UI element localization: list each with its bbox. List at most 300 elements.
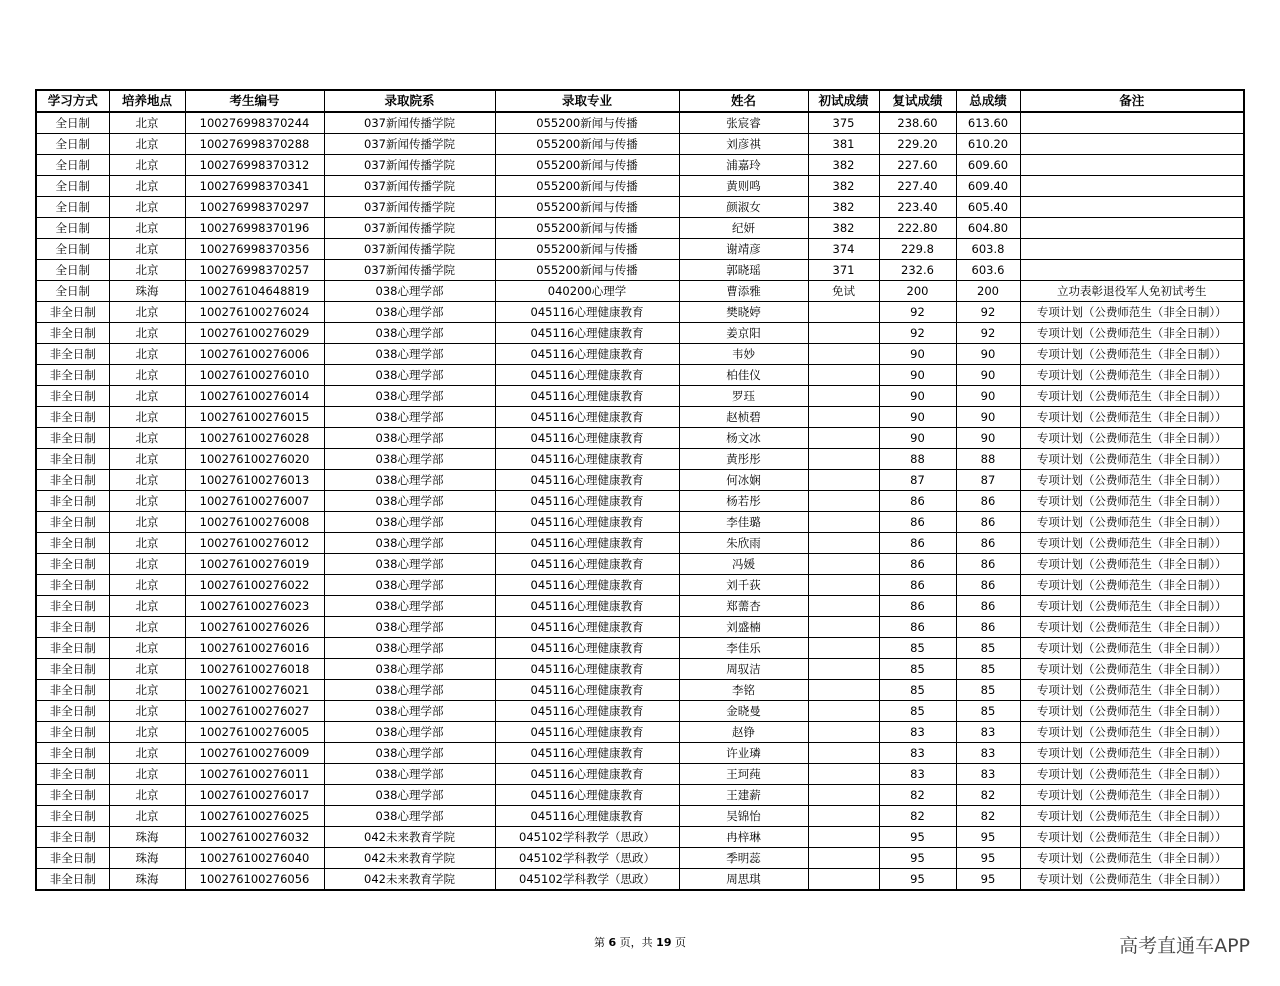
- cell-location: 北京: [109, 617, 185, 638]
- cell-department: 042未来教育学院: [324, 848, 495, 869]
- cell-study-mode: 非全日制: [36, 785, 109, 806]
- cell-total-score: 90: [956, 386, 1020, 407]
- cell-location: 北京: [109, 722, 185, 743]
- cell-location: 北京: [109, 302, 185, 323]
- table-row: [36, 575, 1244, 596]
- cell-study-mode: 非全日制: [36, 617, 109, 638]
- cell-name: 柏佳仪: [679, 365, 808, 386]
- table-row: [36, 512, 1244, 533]
- cell-candidate-id: 100276100276013: [185, 470, 324, 491]
- cell-total-score: 603.6: [956, 260, 1020, 281]
- cell-retest-score: 87: [879, 470, 956, 491]
- cell-major: 045116心理健康教育: [495, 701, 679, 722]
- cell-total-score: 82: [956, 806, 1020, 827]
- cell-major: 045116心理健康教育: [495, 785, 679, 806]
- cell-location: 北京: [109, 575, 185, 596]
- cell-candidate-id: 100276100276027: [185, 701, 324, 722]
- cell-remark: 专项计划（公费师范生（非全日制））: [1020, 806, 1244, 827]
- cell-major: 045116心理健康教育: [495, 365, 679, 386]
- cell-study-mode: 非全日制: [36, 512, 109, 533]
- watermark-text: 高考直通车APP: [1119, 935, 1250, 957]
- cell-department: 038心理学部: [324, 449, 495, 470]
- cell-location: 北京: [109, 491, 185, 512]
- cell-prelim-score: [808, 533, 879, 554]
- cell-remark: 专项计划（公费师范生（非全日制））: [1020, 323, 1244, 344]
- cell-name: 周驭洁: [679, 659, 808, 680]
- cell-name: 王珂莼: [679, 764, 808, 785]
- cell-department: 038心理学部: [324, 365, 495, 386]
- cell-location: 北京: [109, 470, 185, 491]
- cell-retest-score: 222.80: [879, 218, 956, 239]
- cell-department: 037新闻传播学院: [324, 260, 495, 281]
- cell-total-score: 609.40: [956, 176, 1020, 197]
- table-row: [36, 344, 1244, 365]
- table-row: [36, 617, 1244, 638]
- header-study-mode: 学习方式: [36, 90, 109, 112]
- cell-major: 045116心理健康教育: [495, 638, 679, 659]
- cell-total-score: 82: [956, 785, 1020, 806]
- cell-total-score: 90: [956, 344, 1020, 365]
- cell-name: 黄则鸣: [679, 176, 808, 197]
- cell-prelim-score: 374: [808, 239, 879, 260]
- cell-candidate-id: 100276100276009: [185, 743, 324, 764]
- cell-study-mode: 全日制: [36, 197, 109, 218]
- cell-candidate-id: 100276100276019: [185, 554, 324, 575]
- cell-department: 038心理学部: [324, 680, 495, 701]
- cell-study-mode: 非全日制: [36, 575, 109, 596]
- cell-study-mode: 非全日制: [36, 428, 109, 449]
- cell-location: 北京: [109, 680, 185, 701]
- cell-candidate-id: 100276100276056: [185, 869, 324, 891]
- cell-name: 杨若彤: [679, 491, 808, 512]
- cell-remark: 专项计划（公费师范生（非全日制））: [1020, 743, 1244, 764]
- cell-major: 045116心理健康教育: [495, 743, 679, 764]
- cell-department: 038心理学部: [324, 491, 495, 512]
- header-candidate-id: 考生编号: [185, 90, 324, 112]
- cell-total-score: 86: [956, 575, 1020, 596]
- cell-retest-score: 86: [879, 554, 956, 575]
- cell-total-score: 90: [956, 407, 1020, 428]
- table-row: [36, 785, 1244, 806]
- cell-candidate-id: 100276100276008: [185, 512, 324, 533]
- cell-total-score: 85: [956, 680, 1020, 701]
- table-row: [36, 239, 1244, 260]
- cell-department: 038心理学部: [324, 596, 495, 617]
- cell-prelim-score: [808, 617, 879, 638]
- cell-remark: 专项计划（公费师范生（非全日制））: [1020, 407, 1244, 428]
- cell-study-mode: 非全日制: [36, 554, 109, 575]
- cell-major: 045116心理健康教育: [495, 470, 679, 491]
- cell-retest-score: 227.40: [879, 176, 956, 197]
- cell-remark: [1020, 134, 1244, 155]
- cell-location: 北京: [109, 176, 185, 197]
- cell-major: 045116心理健康教育: [495, 680, 679, 701]
- cell-location: 北京: [109, 554, 185, 575]
- cell-location: 北京: [109, 344, 185, 365]
- cell-retest-score: 232.6: [879, 260, 956, 281]
- cell-retest-score: 86: [879, 596, 956, 617]
- cell-major: 045116心理健康教育: [495, 533, 679, 554]
- cell-study-mode: 非全日制: [36, 323, 109, 344]
- cell-name: 李佳璐: [679, 512, 808, 533]
- cell-name: 金晓曼: [679, 701, 808, 722]
- cell-candidate-id: 100276100276021: [185, 680, 324, 701]
- cell-location: 北京: [109, 365, 185, 386]
- cell-prelim-score: [808, 344, 879, 365]
- cell-study-mode: 非全日制: [36, 680, 109, 701]
- cell-major: 055200新闻与传播: [495, 218, 679, 239]
- cell-major: 045116心理健康教育: [495, 575, 679, 596]
- cell-total-score: 85: [956, 659, 1020, 680]
- cell-study-mode: 非全日制: [36, 407, 109, 428]
- cell-location: 北京: [109, 428, 185, 449]
- table-row: [36, 659, 1244, 680]
- cell-prelim-score: [808, 575, 879, 596]
- cell-retest-score: 82: [879, 806, 956, 827]
- cell-total-score: 86: [956, 491, 1020, 512]
- cell-total-score: 610.20: [956, 134, 1020, 155]
- table-row: [36, 176, 1244, 197]
- cell-prelim-score: [808, 806, 879, 827]
- cell-name: 刘千荻: [679, 575, 808, 596]
- cell-retest-score: 86: [879, 491, 956, 512]
- cell-name: 樊晓婷: [679, 302, 808, 323]
- cell-prelim-score: [808, 554, 879, 575]
- cell-candidate-id: 100276100276017: [185, 785, 324, 806]
- cell-department: 038心理学部: [324, 344, 495, 365]
- cell-prelim-score: [808, 491, 879, 512]
- header-retest-score: 复试成绩: [879, 90, 956, 112]
- cell-department: 042未来教育学院: [324, 869, 495, 891]
- table-row: [36, 743, 1244, 764]
- cell-study-mode: 非全日制: [36, 491, 109, 512]
- cell-major: 045102学科教学（思政）: [495, 827, 679, 848]
- cell-major: 045116心理健康教育: [495, 386, 679, 407]
- header-prelim-score: 初试成绩: [808, 90, 879, 112]
- cell-total-score: 83: [956, 722, 1020, 743]
- cell-remark: 专项计划（公费师范生（非全日制））: [1020, 449, 1244, 470]
- cell-retest-score: 86: [879, 617, 956, 638]
- cell-remark: 专项计划（公费师范生（非全日制））: [1020, 869, 1244, 891]
- cell-remark: 专项计划（公费师范生（非全日制））: [1020, 701, 1244, 722]
- cell-name: 冉梓琳: [679, 827, 808, 848]
- cell-prelim-score: 382: [808, 218, 879, 239]
- cell-location: 北京: [109, 134, 185, 155]
- cell-candidate-id: 100276998370341: [185, 176, 324, 197]
- cell-department: 037新闻传播学院: [324, 218, 495, 239]
- cell-prelim-score: [808, 827, 879, 848]
- cell-name: 冯媛: [679, 554, 808, 575]
- cell-total-score: 90: [956, 365, 1020, 386]
- cell-total-score: 86: [956, 554, 1020, 575]
- cell-department: 038心理学部: [324, 386, 495, 407]
- cell-candidate-id: 100276100276022: [185, 575, 324, 596]
- cell-major: 055200新闻与传播: [495, 260, 679, 281]
- cell-remark: 专项计划（公费师范生（非全日制））: [1020, 638, 1244, 659]
- cell-major: 055200新闻与传播: [495, 197, 679, 218]
- cell-candidate-id: 100276998370288: [185, 134, 324, 155]
- table-row: [36, 449, 1244, 470]
- cell-location: 北京: [109, 112, 185, 134]
- cell-study-mode: 非全日制: [36, 344, 109, 365]
- cell-prelim-score: [808, 596, 879, 617]
- cell-prelim-score: [808, 722, 879, 743]
- cell-retest-score: 227.60: [879, 155, 956, 176]
- cell-major: 045116心理健康教育: [495, 407, 679, 428]
- cell-total-score: 85: [956, 638, 1020, 659]
- cell-name: 刘盛楠: [679, 617, 808, 638]
- cell-study-mode: 非全日制: [36, 764, 109, 785]
- header-name: 姓名: [679, 90, 808, 112]
- cell-remark: [1020, 197, 1244, 218]
- cell-retest-score: 85: [879, 701, 956, 722]
- cell-name: 郭晓瑶: [679, 260, 808, 281]
- cell-total-score: 95: [956, 869, 1020, 891]
- cell-remark: [1020, 218, 1244, 239]
- cell-prelim-score: [808, 407, 879, 428]
- cell-candidate-id: 100276100276018: [185, 659, 324, 680]
- header-major: 录取专业: [495, 90, 679, 112]
- cell-candidate-id: 100276998370297: [185, 197, 324, 218]
- table-row: [36, 134, 1244, 155]
- cell-candidate-id: 100276100276024: [185, 302, 324, 323]
- header-total-score: 总成绩: [956, 90, 1020, 112]
- cell-department: 038心理学部: [324, 533, 495, 554]
- cell-location: 北京: [109, 386, 185, 407]
- cell-total-score: 86: [956, 617, 1020, 638]
- header-department: 录取院系: [324, 90, 495, 112]
- cell-study-mode: 全日制: [36, 112, 109, 134]
- cell-location: 珠海: [109, 848, 185, 869]
- cell-major: 045116心理健康教育: [495, 323, 679, 344]
- cell-total-score: 92: [956, 302, 1020, 323]
- cell-retest-score: 200: [879, 281, 956, 302]
- cell-department: 037新闻传播学院: [324, 239, 495, 260]
- footer-page-number: 6: [608, 936, 617, 949]
- cell-prelim-score: [808, 743, 879, 764]
- cell-name: 朱欣雨: [679, 533, 808, 554]
- cell-candidate-id: 100276100276010: [185, 365, 324, 386]
- cell-prelim-score: [808, 785, 879, 806]
- cell-prelim-score: [808, 869, 879, 891]
- table-body: [36, 112, 1244, 890]
- cell-location: 珠海: [109, 281, 185, 302]
- cell-remark: 专项计划（公费师范生（非全日制））: [1020, 659, 1244, 680]
- cell-major: 045116心理健康教育: [495, 449, 679, 470]
- table-row: [36, 323, 1244, 344]
- cell-retest-score: 92: [879, 302, 956, 323]
- cell-name: 何冰娴: [679, 470, 808, 491]
- cell-retest-score: 95: [879, 827, 956, 848]
- cell-candidate-id: 100276998370244: [185, 112, 324, 134]
- cell-name: 李铭: [679, 680, 808, 701]
- cell-name: 王建薪: [679, 785, 808, 806]
- cell-major: 045102学科教学（思政）: [495, 869, 679, 891]
- cell-remark: [1020, 176, 1244, 197]
- cell-name: 浦嘉玲: [679, 155, 808, 176]
- cell-retest-score: 83: [879, 764, 956, 785]
- cell-retest-score: 92: [879, 323, 956, 344]
- cell-prelim-score: [808, 680, 879, 701]
- cell-location: 珠海: [109, 869, 185, 891]
- cell-department: 038心理学部: [324, 659, 495, 680]
- cell-total-score: 200: [956, 281, 1020, 302]
- cell-study-mode: 全日制: [36, 260, 109, 281]
- cell-location: 珠海: [109, 827, 185, 848]
- cell-location: 北京: [109, 407, 185, 428]
- cell-study-mode: 全日制: [36, 155, 109, 176]
- table-row: [36, 155, 1244, 176]
- table-row: [36, 218, 1244, 239]
- cell-retest-score: 88: [879, 449, 956, 470]
- cell-remark: 专项计划（公费师范生（非全日制））: [1020, 848, 1244, 869]
- cell-location: 北京: [109, 197, 185, 218]
- cell-prelim-score: [808, 386, 879, 407]
- cell-candidate-id: 100276100276025: [185, 806, 324, 827]
- cell-retest-score: 85: [879, 659, 956, 680]
- cell-total-score: 92: [956, 323, 1020, 344]
- cell-name: 罗珏: [679, 386, 808, 407]
- cell-remark: 专项计划（公费师范生（非全日制））: [1020, 491, 1244, 512]
- footer-total-pages: 19: [656, 936, 672, 949]
- cell-department: 038心理学部: [324, 617, 495, 638]
- cell-study-mode: 非全日制: [36, 701, 109, 722]
- cell-candidate-id: 100276100276006: [185, 344, 324, 365]
- cell-remark: 专项计划（公费师范生（非全日制））: [1020, 827, 1244, 848]
- cell-name: 周思琪: [679, 869, 808, 891]
- cell-study-mode: 非全日制: [36, 302, 109, 323]
- cell-total-score: 604.80: [956, 218, 1020, 239]
- cell-major: 045116心理健康教育: [495, 722, 679, 743]
- cell-location: 北京: [109, 785, 185, 806]
- cell-location: 北京: [109, 806, 185, 827]
- cell-department: 038心理学部: [324, 470, 495, 491]
- table-row: [36, 554, 1244, 575]
- table-row: [36, 112, 1244, 134]
- cell-department: 038心理学部: [324, 407, 495, 428]
- cell-total-score: 609.60: [956, 155, 1020, 176]
- cell-location: 北京: [109, 533, 185, 554]
- cell-total-score: 90: [956, 428, 1020, 449]
- cell-candidate-id: 100276100276005: [185, 722, 324, 743]
- cell-department: 042未来教育学院: [324, 827, 495, 848]
- cell-study-mode: 非全日制: [36, 869, 109, 891]
- cell-prelim-score: [808, 848, 879, 869]
- cell-total-score: 95: [956, 827, 1020, 848]
- cell-study-mode: 非全日制: [36, 533, 109, 554]
- cell-remark: 专项计划（公费师范生（非全日制））: [1020, 785, 1244, 806]
- cell-location: 北京: [109, 323, 185, 344]
- cell-department: 038心理学部: [324, 701, 495, 722]
- cell-candidate-id: 100276998370196: [185, 218, 324, 239]
- footer-middle: 页，共: [619, 936, 653, 949]
- table-header-row: [36, 90, 1244, 112]
- cell-retest-score: 238.60: [879, 112, 956, 134]
- cell-study-mode: 非全日制: [36, 638, 109, 659]
- cell-retest-score: 229.20: [879, 134, 956, 155]
- cell-total-score: 86: [956, 596, 1020, 617]
- cell-candidate-id: 100276100276023: [185, 596, 324, 617]
- cell-candidate-id: 100276100276029: [185, 323, 324, 344]
- cell-prelim-score: [808, 428, 879, 449]
- cell-retest-score: 83: [879, 722, 956, 743]
- cell-major: 055200新闻与传播: [495, 239, 679, 260]
- cell-remark: 专项计划（公费师范生（非全日制））: [1020, 365, 1244, 386]
- cell-remark: 立功表彰退役军人免初试考生: [1020, 281, 1244, 302]
- cell-prelim-score: 382: [808, 197, 879, 218]
- table-row: [36, 197, 1244, 218]
- cell-department: 037新闻传播学院: [324, 112, 495, 134]
- cell-total-score: 85: [956, 701, 1020, 722]
- cell-total-score: 88: [956, 449, 1020, 470]
- cell-candidate-id: 100276104648819: [185, 281, 324, 302]
- cell-prelim-score: [808, 470, 879, 491]
- cell-location: 北京: [109, 596, 185, 617]
- footer-suffix: 页: [674, 936, 686, 949]
- table-row: [36, 491, 1244, 512]
- cell-prelim-score: [808, 323, 879, 344]
- cell-department: 037新闻传播学院: [324, 197, 495, 218]
- cell-major: 055200新闻与传播: [495, 112, 679, 134]
- cell-retest-score: 223.40: [879, 197, 956, 218]
- header-location: 培养地点: [109, 90, 185, 112]
- cell-candidate-id: 100276100276016: [185, 638, 324, 659]
- cell-retest-score: 95: [879, 848, 956, 869]
- cell-remark: 专项计划（公费师范生（非全日制））: [1020, 554, 1244, 575]
- cell-name: 谢靖彦: [679, 239, 808, 260]
- cell-candidate-id: 100276100276028: [185, 428, 324, 449]
- cell-retest-score: 86: [879, 575, 956, 596]
- cell-candidate-id: 100276998370257: [185, 260, 324, 281]
- cell-remark: 专项计划（公费师范生（非全日制））: [1020, 680, 1244, 701]
- cell-remark: 专项计划（公费师范生（非全日制））: [1020, 344, 1244, 365]
- cell-remark: [1020, 260, 1244, 281]
- cell-name: 纪妍: [679, 218, 808, 239]
- cell-name: 许业璘: [679, 743, 808, 764]
- cell-department: 038心理学部: [324, 428, 495, 449]
- cell-location: 北京: [109, 512, 185, 533]
- cell-total-score: 603.8: [956, 239, 1020, 260]
- cell-study-mode: 全日制: [36, 281, 109, 302]
- cell-major: 045116心理健康教育: [495, 764, 679, 785]
- cell-study-mode: 非全日制: [36, 386, 109, 407]
- table-row: [36, 596, 1244, 617]
- cell-retest-score: 90: [879, 428, 956, 449]
- cell-name: 黄彤彤: [679, 449, 808, 470]
- cell-department: 037新闻传播学院: [324, 176, 495, 197]
- cell-department: 038心理学部: [324, 323, 495, 344]
- cell-remark: 专项计划（公费师范生（非全日制））: [1020, 386, 1244, 407]
- cell-retest-score: 229.8: [879, 239, 956, 260]
- cell-candidate-id: 100276100276011: [185, 764, 324, 785]
- cell-retest-score: 86: [879, 512, 956, 533]
- cell-remark: [1020, 239, 1244, 260]
- cell-candidate-id: 100276100276012: [185, 533, 324, 554]
- cell-study-mode: 全日制: [36, 239, 109, 260]
- cell-major: 055200新闻与传播: [495, 176, 679, 197]
- cell-study-mode: 非全日制: [36, 848, 109, 869]
- cell-study-mode: 全日制: [36, 176, 109, 197]
- cell-name: 张宸睿: [679, 112, 808, 134]
- cell-total-score: 605.40: [956, 197, 1020, 218]
- table-row: [36, 365, 1244, 386]
- cell-total-score: 83: [956, 743, 1020, 764]
- cell-total-score: 86: [956, 512, 1020, 533]
- cell-location: 北京: [109, 449, 185, 470]
- cell-department: 038心理学部: [324, 722, 495, 743]
- cell-prelim-score: [808, 638, 879, 659]
- cell-prelim-score: [808, 302, 879, 323]
